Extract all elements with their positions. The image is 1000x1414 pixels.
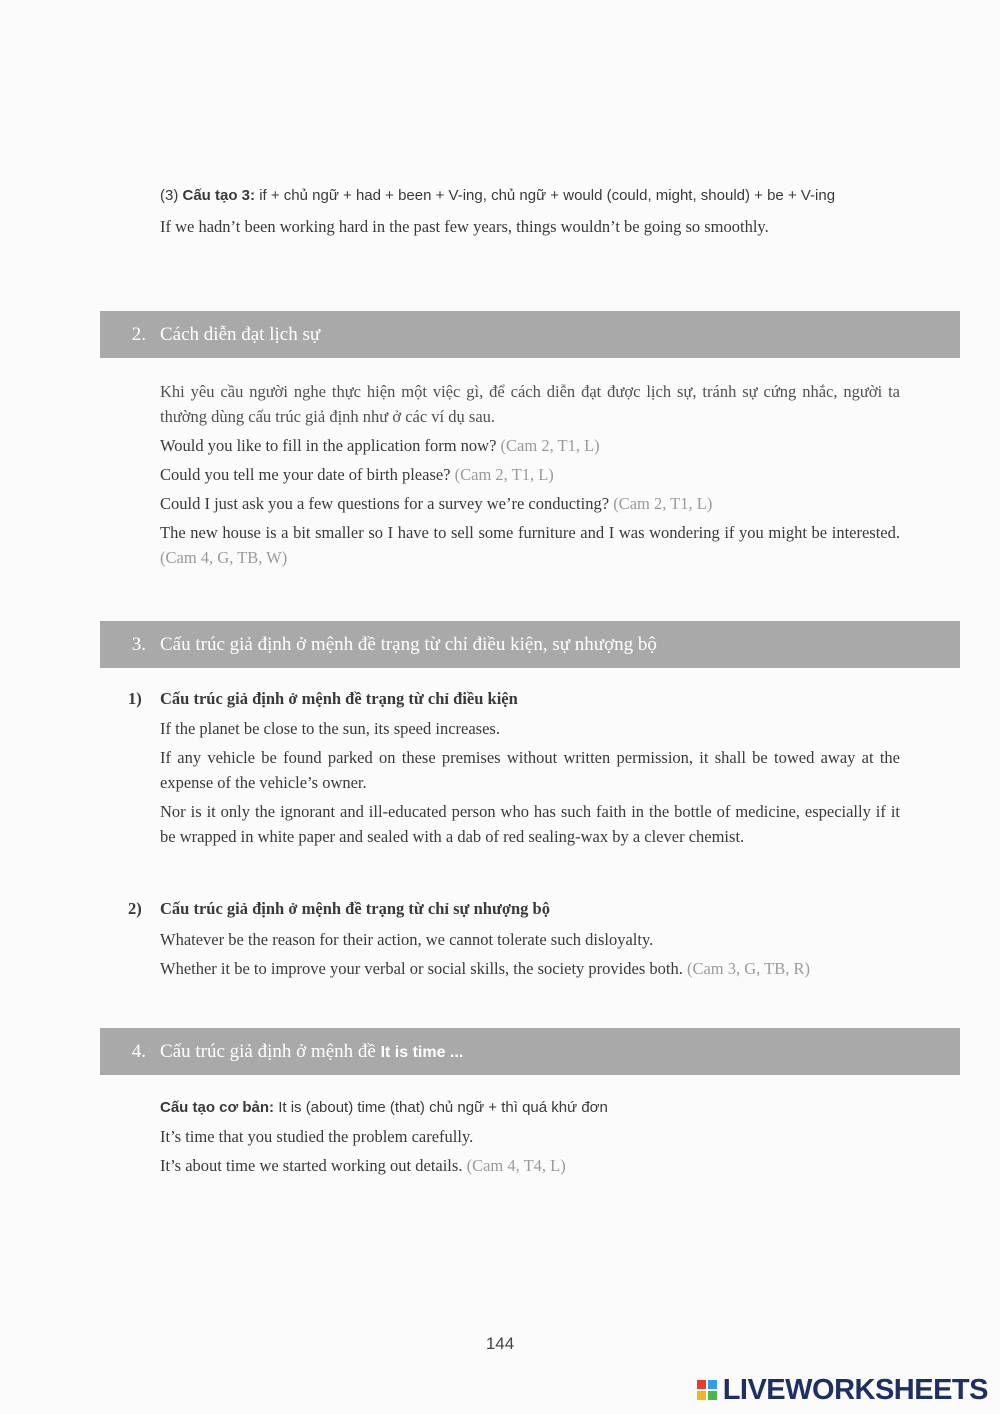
example-line: It’s about time we started working out details. (Cam 4, T4, L): [160, 1156, 566, 1175]
example-line: Whatever be the reason for their action, we cannot tolerate such disloyalty.: [160, 930, 654, 949]
subsection-2-body: [160, 927, 900, 985]
example-line: Could I just ask you a few questions for a survey we’re conducting? (Cam 2, T1, L): [160, 494, 713, 513]
reference: (Cam 2, T1, L): [454, 465, 554, 484]
section-2-body: [160, 379, 900, 574]
section-title: Cách diễn đạt lịch sự: [160, 323, 321, 345]
example-line: Would you like to fill in the application form now? (Cam 2, T1, L): [160, 436, 600, 455]
section-title: Cấu trúc giả định ở mệnh đề trạng từ chỉ điều kiện, sự nhượng bộ: [160, 633, 657, 655]
section-4-body: [160, 1095, 900, 1182]
basic-structure-label: Cấu tạo cơ bản:: [160, 1099, 279, 1116]
reference: (Cam 4, G, TB, W): [160, 548, 288, 567]
reference: (Cam 2, T1, L): [500, 436, 600, 455]
structure-3-example: If we hadn’t been working hard in the past few years, things wouldn’t be going so smoothly.: [160, 217, 769, 236]
reference: (Cam 2, T1, L): [613, 494, 713, 513]
watermark-text: LIVEWORKSHEETS: [722, 1373, 988, 1406]
section-title-keyword: It is time ...: [380, 1043, 464, 1061]
section-3-header: [100, 621, 960, 668]
section-number: 3.: [131, 633, 146, 655]
subsection-1-body: [160, 716, 900, 853]
section-number: 2.: [131, 323, 146, 345]
section-2-intro: Khi yêu cầu người nghe thực hiện một việc gì, để cách diễn đạt được lịch sự, tránh sự cứng nhắc, người ta thường dùng cấu trúc giả định như ở các ví dụ sau.: [160, 382, 900, 426]
section-4-header: [100, 1028, 960, 1075]
basic-structure-formula: It is (about) time (that) chủ ngữ + thì quá khứ đơn: [278, 1099, 608, 1116]
subsection-1-heading: 1) Cấu trúc giả định ở mệnh đề trạng từ chỉ điều kiện: [128, 689, 518, 708]
subsection-2-heading: 2) Cấu trúc giả định ở mệnh đề trạng từ chỉ sự nhượng bộ: [128, 899, 550, 918]
page-number: 144: [485, 1334, 515, 1353]
section-2-header: [100, 311, 960, 358]
structure-3-label: Cấu tạo 3:: [182, 187, 260, 204]
example-line: If the planet be close to the sun, its speed increases.: [160, 719, 500, 738]
liveworksheets-watermark: [697, 1374, 988, 1406]
reference: (Cam 3, G, TB, R): [686, 959, 810, 978]
example-line: The new house is a bit smaller so I have to sell some furniture and I was wondering if you might be interested. (Cam 4, G, TB, W): [160, 523, 900, 567]
example-line: Could you tell me your date of birth please? (Cam 2, T1, L): [160, 465, 554, 484]
section-number: 4.: [131, 1040, 146, 1062]
example-line: It’s time that you studied the problem carefully.: [160, 1127, 474, 1146]
example-line: Nor is it only the ignorant and ill-educated person who has such faith in the bottle of medicine, especially if it be wrapped in white paper and sealed with a dab of red sealing-wax by a clever chemist.: [160, 802, 900, 846]
structure-3-line: (3) Cấu tạo 3: if + chủ ngữ + had + been + V-ing, chủ ngữ + would (could, might, should) + be + V-ing: [160, 187, 836, 204]
liveworksheets-logo-icon: [697, 1380, 717, 1400]
example-line: If any vehicle be found parked on these premises without written permission, it shall be towed away at the expense of the vehicle’s owner.: [160, 748, 900, 792]
structure-3-block: [160, 183, 900, 243]
basic-structure-line: [160, 1095, 900, 1120]
reference: (Cam 4, T4, L): [466, 1156, 566, 1175]
section-title: Cấu trúc giả định ở mệnh đề It is time ...: [160, 1040, 464, 1062]
example-line: Whether it be to improve your verbal or social skills, the society provides both. (Cam 3, G, TB, R): [160, 959, 810, 978]
structure-3-formula: if + chủ ngữ + had + been + V-ing, chủ ngữ + would (could, might, should) + be + V-ing: [259, 187, 836, 204]
